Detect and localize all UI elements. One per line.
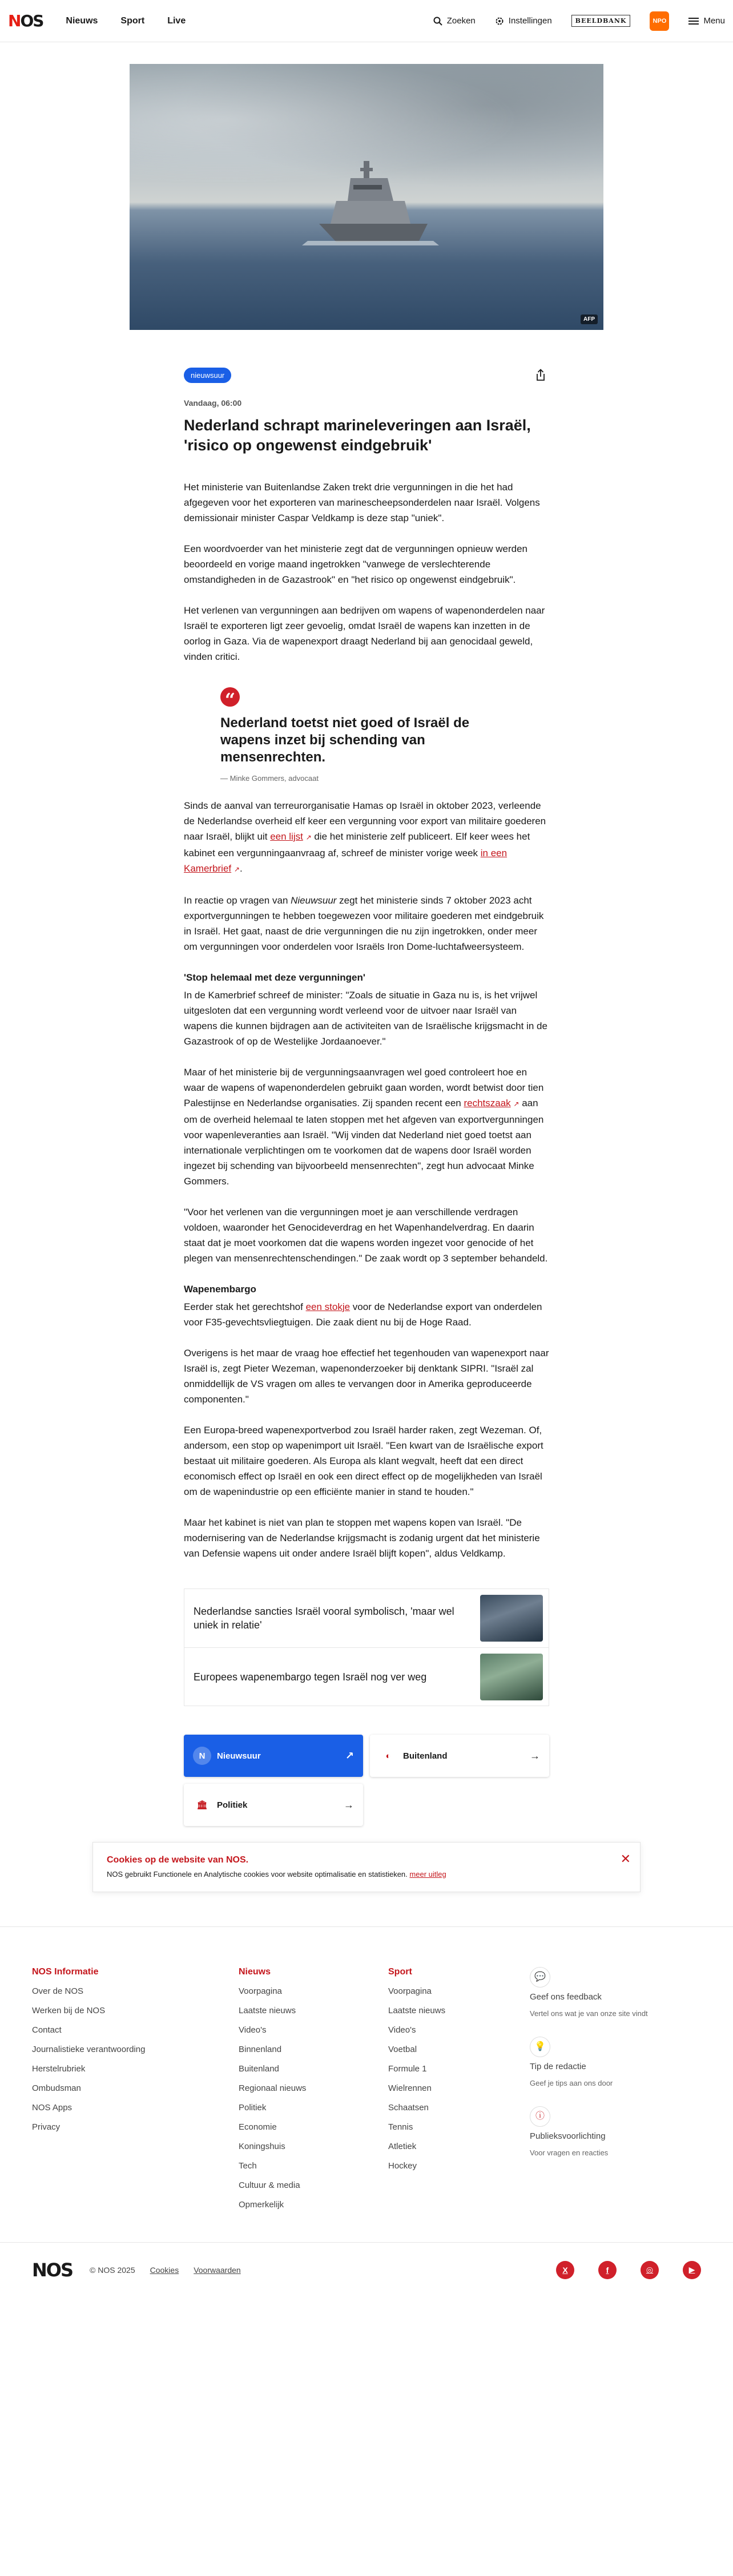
footer-link[interactable]: Schaatsen [388,2103,429,2113]
topic-politiek[interactable] [184,1784,363,1826]
related-thumbnail [480,1654,543,1700]
footer-col-nieuws [239,1967,388,2215]
gear-icon [495,17,504,26]
chat-icon: 💬 [530,1967,550,1988]
external-link-icon: ↗ [305,833,312,841]
x-icon[interactable]: X [556,2261,574,2279]
footer-link[interactable]: Regionaal nieuws [239,2083,307,2093]
nav-nieuws[interactable]: Nieuws [66,15,98,26]
subheading: 'Stop helemaal met deze vergunningen' [184,972,365,983]
logo-n: N [8,11,21,30]
warship-illustration [296,155,445,258]
site-header [0,0,733,42]
footer-link[interactable]: Cultuur & media [239,2180,300,2190]
cookie-body [107,1870,626,1878]
youtube-icon[interactable]: ▶ [683,2261,701,2279]
related-article[interactable] [184,1647,549,1706]
paragraph [184,893,549,954]
paragraph: Het verlenen van vergunningen aan bedrijven om wapens of wapenonderdelen naar Israël te exporteren ligt zeer gevoelig, omdat Israël de wapens kan inzetten in de oorlog in Gaza. Via de wapenexport draagt Nederland bij aan genocidaal geweld, vinden critici. [184,605,545,662]
pull-quote [220,687,517,783]
publish-date: Vandaag, 06:00 [184,398,242,408]
bottom-bar [0,2242,733,2297]
footer-heading: Nieuws [239,1967,271,1977]
footer-heading: Sport [388,1967,412,1977]
arrow-right-icon: → [530,1749,540,1761]
quote-text: Nederland toetst niet goed of Israël de wapens inzet bij schending van mensenrechten. [220,715,470,765]
footer-link[interactable]: Economie [239,2122,277,2132]
info-link[interactable] [530,2106,701,2158]
lightbulb-icon: 💡 [530,2037,550,2057]
related-title: Nederlandse sancties Israël vooral symbolisch, 'maar wel uniek in relatie' [194,1606,454,1631]
instagram-icon[interactable]: ◎ [641,2261,659,2279]
footer-link[interactable]: Video's [239,2025,267,2035]
related-articles [184,1589,549,1706]
paragraph [184,798,549,877]
footer-link[interactable]: Over de NOS [32,1986,84,1996]
footer-link[interactable]: Hockey [388,2161,417,2171]
article [184,366,549,1826]
link-een-stokje[interactable]: een stokje [305,1301,351,1312]
footer-link[interactable]: Politiek [239,2103,267,2113]
footer-link[interactable]: Voetbal [388,2045,417,2054]
arrow-up-right-icon: ↗ [345,1749,354,1761]
related-thumbnail [480,1595,543,1642]
info-icon: ⓘ [530,2106,550,2127]
hero-image [130,64,603,330]
topic-nieuwsuur[interactable] [184,1735,363,1777]
text: In reactie op vragen van [184,895,291,906]
nav-sport[interactable]: Sport [120,15,145,26]
contact-title: Publieksvoorlichting [530,2131,606,2141]
text: zegt het ministerie sinds 7 oktober 2023 acht exportvergunningen te hebben toegewezen voor militaire goederen met eindgebruik in Israël. Het gaat, naast de drie vergunningen die nu zijn ingetrokken, onder meer om vergunningen voor onderdelen voor Israëls Iron Dome-luchtafweersysteem. [184,895,544,952]
footer-link[interactable]: Formule 1 [388,2064,427,2074]
paragraph: Het ministerie van Buitenlandse Zaken trekt drie vergunningen in die het had afgegeven voor het exporteren van marinescheepsonderdelen naar Israël. Volgens demissionair minister Caspar Veldkamp is deze stap "uniek". [184,482,540,523]
close-icon[interactable]: ✕ [620,1852,631,1866]
related-title: Europees wapenembargo tegen Israël nog ver weg [194,1671,427,1683]
paragraph: Een woordvoerder van het ministerie zegt dat de vergunningen opnieuw werden beoordeeld en vorige maand ingetrokken "vanwege de verslechterende omstandigheden in de Gazastrook" en "het risico op ongewenst eindgebruik". [184,543,527,585]
search-icon [433,17,442,26]
footer-link[interactable]: Tech [239,2161,257,2171]
contact-sub: Geef je tips aan ons door [530,2079,613,2087]
link-een-lijst[interactable]: een lijst [270,831,303,842]
arrow-right-icon: → [344,1799,354,1811]
topic-buitenland[interactable] [370,1735,549,1777]
paragraph: Een Europa-breed wapenexportverbod zou Israël harder raken, zegt Wezeman. Of, andersom, een stop op wapenimport uit Israël. "Een kwart van de Israëlische export bestaat uit militaire goederen. Als Europa als klant wegvalt, heeft dat een direct economisch effect op Israël en ook een direct effect op de mogelijkheden van Israël om de wapenindustrie op een efficiënte manier in stand te houden." [184,1425,543,1497]
footer-logo: NOS [32,2259,73,2281]
contact-title: Geef ons feedback [530,1992,602,2002]
paragraph: Maar het kabinet is niet van plan te stoppen met wapens kopen van Israël. "De modernisering van de Nederlandse krijgsmacht is zodanig urgent dat het ministerie van Defensie wapens uit onder andere Israël blijft kopen", aldus Veldkamp. [184,1517,540,1559]
topic-label: Nieuwsuur [217,1751,261,1761]
settings-label: Instellingen [508,16,552,26]
partner-logo[interactable]: BEELDBANK [571,15,631,27]
feedback-link[interactable] [530,1967,701,2018]
footer-heading: NOS Informatie [32,1967,99,1977]
main-nav [66,16,186,26]
footer-link[interactable]: Werken bij de NOS [32,2006,106,2015]
footer-link[interactable]: Binnenland [239,2045,282,2054]
external-link-icon: ↗ [233,865,240,873]
quote-icon: “ [220,687,240,707]
footer-link[interactable]: Herstelrubriek [32,2064,86,2074]
related-article[interactable] [184,1589,549,1647]
footer-link[interactable]: Koningshuis [239,2142,285,2151]
nos-logo[interactable] [8,10,43,33]
contact-title: Tip de redactie [530,2062,586,2071]
share-button[interactable] [532,366,549,384]
paragraph: "Voor het verlenen van die vergunningen moet je aan verschillende verdragen voldoen, waaronder het Genocideverdrag en het Wapenhandelverdrag. En daarin staat dat je moet voorkomen dat die wapens worden ingezet voor genocide of het plegen van mensenrechtenschendingen." De zaak wordt op 3 september behandeld. [184,1207,548,1264]
topic-label: Politiek [217,1800,248,1810]
terms-link[interactable]: Voorwaarden [194,2265,241,2275]
footer-link[interactable]: Wielrennen [388,2083,432,2093]
footer-contact [530,1967,701,2215]
nav-live[interactable]: Live [167,15,186,26]
cookies-link[interactable]: Cookies [150,2265,179,2275]
npo-logo[interactable]: NPO [650,11,669,31]
site-footer [0,1926,733,2215]
footer-link[interactable]: Tennis [388,2122,413,2132]
footer-link[interactable]: Buitenland [239,2064,279,2074]
photo-credit: AFP [581,315,598,324]
footer-link[interactable]: NOS Apps [32,2103,73,2113]
cookie-text: NOS gebruikt Functionele en Analytische cookies voor website optimalisatie en statistieken. [107,1870,408,1878]
menu-label: Menu [703,16,725,26]
footer-link[interactable]: Laatste nieuws [388,2006,446,2015]
paragraph [184,1299,549,1330]
contact-sub: Vertel ons wat je van onze site vindt [530,2009,648,2018]
footer-link[interactable]: Voorpagina [388,1986,432,1996]
cookie-more-link[interactable]: meer uitleg [409,1870,446,1878]
footer-link[interactable]: Opmerkelijk [239,2200,284,2210]
paragraph: Overigens is het maar de vraag hoe effectief het tegenhouden van wapenexport naar Israël is, zegt Pieter Wezeman, wapenonderzoeker bij denktank SIPRI. "Israël zal onmiddellijk de VS vragen om alles te vervangen door in Amerika geproduceerde componenten." [184,1348,549,1405]
share-icon [535,369,546,381]
paragraph [184,1065,549,1189]
link-rechtszaak[interactable]: rechtszaak [464,1098,511,1108]
logo-os: OS [20,11,43,30]
cookie-banner [92,1842,641,1892]
settings-button[interactable] [495,16,552,26]
emphasis: Nieuwsuur [291,895,337,906]
footer-link[interactable]: Contact [32,2025,62,2035]
footer-col-sport [388,1967,530,2215]
text: aan om de overheid helemaal te laten stoppen met het afgeven van exportvergunningen voor wapenleveranties aan Israël. "Wij vinden dat Nederland niet goed toetst aan internationale verplichtingen om te voorkomen dat de wapens door Israël worden ingezet bij schending van bijvoorbeeld mensenrechten", zegt hun advocaat Minke Gommers. [184,1098,544,1187]
topic-links [184,1735,549,1826]
text: voor de Nederlandse export van onderdelen voor F35-gevechtsvliegtuigen. Die zaak dient nu bij de Hoge Raad. [184,1301,542,1328]
paragraph: In de Kamerbrief schreef de minister: "Zoals de situatie in Gaza nu is, is het vrijwel uitgesloten dat een vergunning wordt verleend voor de uitvoer naar Israël van wapens die kunnen bijdragen aan de activiteiten van de Israëlische krijgsmacht in de Gazastrook of op de Westelijke Jordaanoever." [184,990,547,1047]
text: . [239,863,243,874]
social-links [541,2261,701,2279]
globe-icon: ◐ [385,1751,391,1761]
quote-source: — Minke Gommers, advocaat [220,774,319,783]
tip-link[interactable] [530,2037,701,2088]
menu-button[interactable] [688,16,725,26]
footer-link[interactable]: Atletiek [388,2142,417,2151]
subheading: Wapenembargo [184,1284,256,1295]
external-link-icon: ↗ [513,1100,519,1108]
footer-link[interactable]: Video's [388,2025,416,2035]
footer-link[interactable]: Voorpagina [239,1986,282,1996]
search-label: Zoeken [446,16,476,26]
program-tag[interactable]: nieuwsuur [184,368,231,383]
topic-label: Buitenland [403,1751,448,1761]
search-button[interactable] [433,16,476,26]
contact-sub: Voor vragen en reacties [530,2148,609,2157]
footer-col-info [32,1967,239,2215]
nieuwsuur-icon: N [193,1747,211,1765]
footer-link[interactable]: Laatste nieuws [239,2006,296,2015]
facebook-icon[interactable]: f [598,2261,617,2279]
footer-link[interactable]: Privacy [32,2122,61,2132]
text: die het ministerie zelf publiceert. Elf keer wees het kabinet een vergunningaanvraag af, schreef de minister vorige week [184,831,530,858]
footer-link[interactable]: Ombudsman [32,2083,81,2093]
link-kamerbrief[interactable]: in een Kamerbrief [184,848,508,874]
hamburger-icon [688,18,699,25]
text: Sinds de aanval van terreurorganisatie Hamas op Israël in oktober 2023, verleende de Nederlandse overheid elf keer een vergunning voor export van militaire goederen naar Israël, blijkt uit [184,800,546,842]
parliament-icon: 🏛 [196,1800,208,1810]
cookie-title: Cookies op de website van NOS. [107,1855,249,1865]
text: Eerder stak het gerechtshof [184,1301,306,1312]
article-title: Nederland schrapt marineleveringen aan Israël, 'risico op ongewenst eindgebruik' [184,417,531,454]
copyright: © NOS 2025 [90,2265,135,2275]
text: Maar of het ministerie bij de vergunningsaanvragen wel goed controleert hoe en waar de wapens of wapenonderdelen gebruikt gaan worden, wordt betwist door tien Palestijnse en Nederlandse organisaties. Zij spanden recent een [184,1067,544,1108]
footer-link[interactable]: Journalistieke verantwoording [32,2045,146,2054]
